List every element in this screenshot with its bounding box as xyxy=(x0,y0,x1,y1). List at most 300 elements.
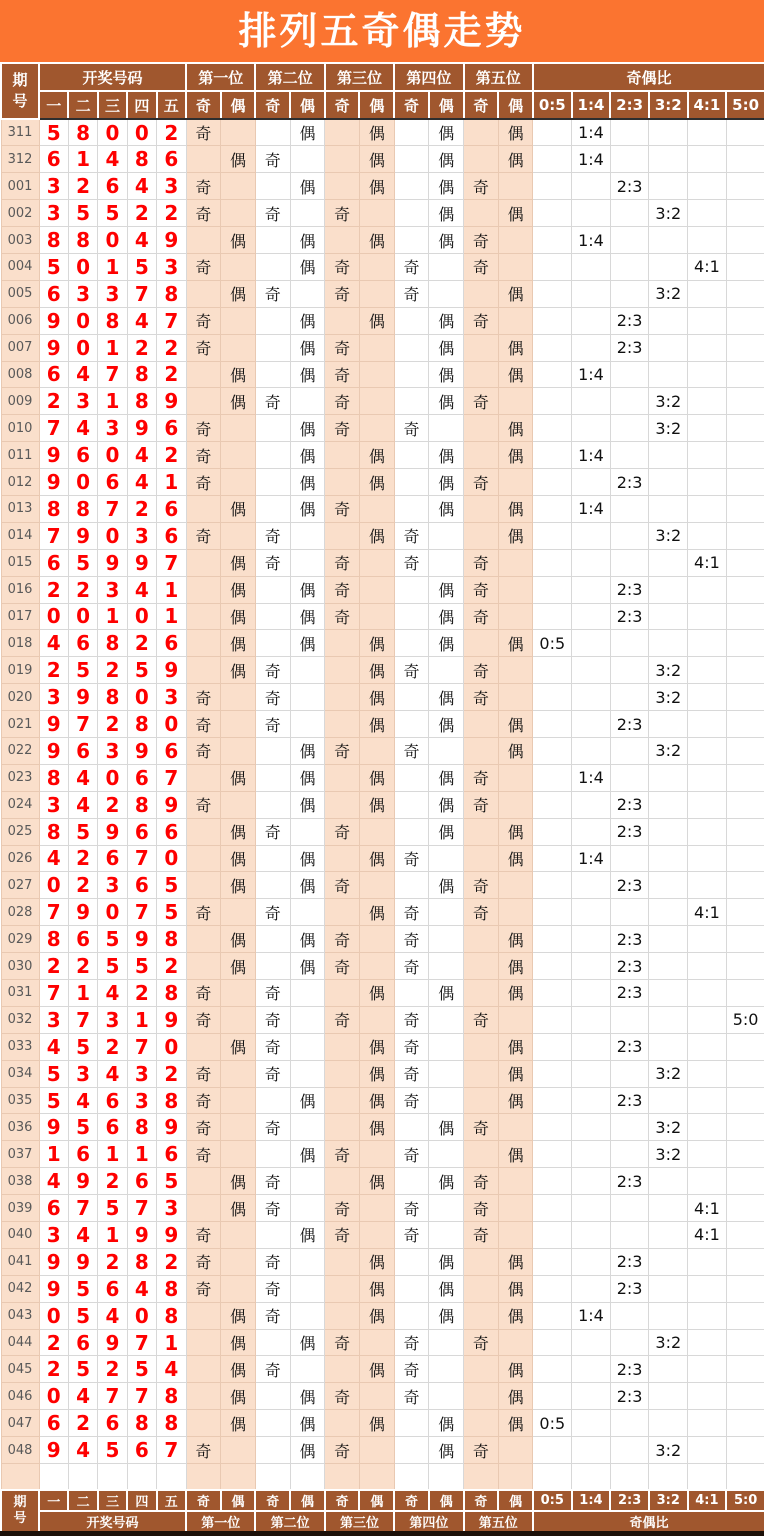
digit-cell: 8 xyxy=(157,1410,186,1437)
digit-cell: 0 xyxy=(39,1302,68,1329)
footer-position-2: 第二位 xyxy=(255,1511,324,1534)
parity-odd-cell xyxy=(186,1329,221,1356)
parity-even-cell xyxy=(290,1006,325,1033)
parity-odd-cell xyxy=(464,953,499,980)
period-cell: 002 xyxy=(1,200,39,227)
parity-even-cell: 偶 xyxy=(221,926,256,953)
parity-even-cell xyxy=(429,280,464,307)
parity-odd-cell xyxy=(186,603,221,630)
digit-cell: 8 xyxy=(127,1248,156,1275)
ratio-cell xyxy=(610,630,649,657)
parity-odd-cell xyxy=(325,657,360,684)
ratio-cell xyxy=(688,361,727,388)
table-row xyxy=(1,1033,764,1060)
digit-cell: 7 xyxy=(68,1006,97,1033)
digit-cell: 8 xyxy=(127,361,156,388)
digit-cell: 0 xyxy=(39,603,68,630)
digit-cell: 0 xyxy=(127,684,156,711)
parity-odd-cell: 奇 xyxy=(394,1383,429,1410)
ratio-cell xyxy=(572,280,611,307)
parity-even-cell xyxy=(498,1195,533,1222)
digit-cell: 6 xyxy=(68,926,97,953)
ratio-cell xyxy=(688,576,727,603)
digit-cell: 7 xyxy=(39,522,68,549)
digit-cell: 6 xyxy=(98,1275,127,1302)
ratio-cell xyxy=(572,1114,611,1141)
parity-odd-cell xyxy=(186,1033,221,1060)
parity-even-cell: 偶 xyxy=(359,1087,394,1114)
header-even-col-2: 偶 xyxy=(290,91,325,119)
digit-cell: 7 xyxy=(68,711,97,738)
period-cell: 017 xyxy=(1,603,39,630)
parity-even-cell: 偶 xyxy=(221,361,256,388)
digit-cell: 2 xyxy=(39,388,68,415)
parity-even-cell xyxy=(359,1329,394,1356)
ratio-cell: 2:3 xyxy=(610,576,649,603)
parity-odd-cell: 奇 xyxy=(325,334,360,361)
parity-odd-cell xyxy=(186,146,221,173)
parity-even-cell xyxy=(359,737,394,764)
parity-even-cell xyxy=(221,1141,256,1168)
table-row xyxy=(1,1356,764,1383)
digit-cell: 5 xyxy=(98,200,127,227)
parity-even-cell: 偶 xyxy=(359,711,394,738)
parity-odd-cell xyxy=(464,334,499,361)
ratio-cell xyxy=(533,872,572,899)
parity-odd-cell: 奇 xyxy=(394,1222,429,1249)
parity-odd-cell: 奇 xyxy=(394,1033,429,1060)
parity-odd-cell xyxy=(255,119,290,146)
ratio-cell xyxy=(688,980,727,1007)
digit-cell: 6 xyxy=(68,630,97,657)
ratio-cell xyxy=(688,1168,727,1195)
parity-even-cell: 偶 xyxy=(359,1248,394,1275)
ratio-cell xyxy=(726,1087,764,1114)
digit-cell: 5 xyxy=(157,872,186,899)
parity-even-cell xyxy=(221,711,256,738)
parity-odd-cell: 奇 xyxy=(186,711,221,738)
digit-cell: 9 xyxy=(39,1248,68,1275)
ratio-cell xyxy=(533,1033,572,1060)
digit-cell: 9 xyxy=(68,1168,97,1195)
parity-even-cell: 偶 xyxy=(498,1033,533,1060)
ratio-cell: 2:3 xyxy=(610,1033,649,1060)
parity-odd-cell: 奇 xyxy=(325,361,360,388)
ratio-cell xyxy=(726,1356,764,1383)
parity-odd-cell xyxy=(186,280,221,307)
parity-odd-cell xyxy=(394,603,429,630)
parity-odd-cell xyxy=(464,1141,499,1168)
parity-even-cell xyxy=(290,1275,325,1302)
digit-cell: 9 xyxy=(68,899,97,926)
period-cell: 036 xyxy=(1,1114,39,1141)
parity-even-cell: 偶 xyxy=(359,764,394,791)
footer-even-col-5: 偶 xyxy=(498,1490,533,1511)
parity-odd-cell: 奇 xyxy=(325,926,360,953)
parity-even-cell xyxy=(498,1006,533,1033)
parity-even-cell: 偶 xyxy=(498,818,533,845)
digit-cell: 7 xyxy=(157,764,186,791)
parity-even-cell: 偶 xyxy=(290,576,325,603)
ratio-cell xyxy=(572,1410,611,1437)
parity-even-cell: 偶 xyxy=(498,1141,533,1168)
parity-even-cell xyxy=(221,1087,256,1114)
ratio-cell xyxy=(688,280,727,307)
period-cell: 015 xyxy=(1,549,39,576)
table-row xyxy=(1,1222,764,1249)
parity-odd-cell xyxy=(186,549,221,576)
digit-cell: 9 xyxy=(39,307,68,334)
ratio-cell xyxy=(533,334,572,361)
parity-odd-cell xyxy=(464,361,499,388)
parity-even-cell xyxy=(221,1222,256,1249)
digit-cell: 2 xyxy=(68,576,97,603)
table-row xyxy=(1,253,764,280)
header-ratio-col-4: 3:2 xyxy=(649,91,688,119)
digit-cell: 7 xyxy=(127,1383,156,1410)
digit-cell: 9 xyxy=(39,334,68,361)
digit-cell: 3 xyxy=(157,684,186,711)
ratio-cell xyxy=(726,361,764,388)
ratio-cell xyxy=(572,1006,611,1033)
parity-even-cell: 偶 xyxy=(221,603,256,630)
digit-cell: 1 xyxy=(98,253,127,280)
parity-even-cell: 偶 xyxy=(290,737,325,764)
parity-odd-cell xyxy=(325,1114,360,1141)
parity-odd-cell: 奇 xyxy=(186,415,221,442)
digit-cell: 7 xyxy=(127,899,156,926)
ratio-cell xyxy=(649,442,688,469)
digit-cell: 4 xyxy=(127,576,156,603)
digit-cell: 6 xyxy=(157,630,186,657)
parity-even-cell: 偶 xyxy=(498,980,533,1007)
parity-odd-cell xyxy=(255,926,290,953)
ratio-cell xyxy=(688,1302,727,1329)
digit-cell: 4 xyxy=(39,1033,68,1060)
ratio-cell xyxy=(610,1060,649,1087)
parity-even-cell: 偶 xyxy=(221,388,256,415)
ratio-cell: 2:3 xyxy=(610,469,649,496)
parity-odd-cell xyxy=(255,227,290,254)
ratio-cell xyxy=(649,845,688,872)
parity-even-cell: 偶 xyxy=(221,1302,256,1329)
parity-even-cell: 偶 xyxy=(359,791,394,818)
ratio-cell xyxy=(649,1383,688,1410)
digit-cell: 4 xyxy=(98,1302,127,1329)
digit-cell: 0 xyxy=(98,227,127,254)
parity-even-cell: 偶 xyxy=(290,1437,325,1464)
table-row xyxy=(1,737,764,764)
digit-cell: 0 xyxy=(68,469,97,496)
parity-odd-cell: 奇 xyxy=(186,1275,221,1302)
ratio-cell: 5:0 xyxy=(726,1006,764,1033)
footer-ratio-col-3: 2:3 xyxy=(610,1490,649,1511)
ratio-cell: 3:2 xyxy=(649,1060,688,1087)
parity-even-cell: 偶 xyxy=(290,630,325,657)
footer-odd-col-2: 奇 xyxy=(255,1490,290,1511)
ratio-cell xyxy=(688,1087,727,1114)
header-odd-col-5: 奇 xyxy=(464,91,499,119)
ratio-cell xyxy=(610,1329,649,1356)
parity-odd-cell: 奇 xyxy=(464,227,499,254)
ratio-cell xyxy=(726,1329,764,1356)
parity-odd-cell: 奇 xyxy=(186,522,221,549)
table-row xyxy=(1,1329,764,1356)
footer-digit-col-2: 二 xyxy=(68,1490,97,1511)
parity-even-cell: 偶 xyxy=(221,953,256,980)
parity-odd-cell xyxy=(186,953,221,980)
parity-even-cell: 偶 xyxy=(429,818,464,845)
parity-even-cell: 偶 xyxy=(290,307,325,334)
digit-cell: 3 xyxy=(98,737,127,764)
table-row xyxy=(1,469,764,496)
parity-odd-cell: 奇 xyxy=(186,1437,221,1464)
parity-odd-cell: 奇 xyxy=(464,576,499,603)
digit-cell xyxy=(98,1464,127,1491)
table-row xyxy=(1,334,764,361)
ratio-cell xyxy=(688,173,727,200)
parity-even-cell: 偶 xyxy=(359,469,394,496)
digit-cell xyxy=(39,1464,68,1491)
parity-even-cell: 偶 xyxy=(221,1329,256,1356)
parity-even-cell: 偶 xyxy=(429,603,464,630)
ratio-cell xyxy=(533,361,572,388)
parity-odd-cell: 奇 xyxy=(255,200,290,227)
ratio-cell xyxy=(572,1437,611,1464)
ratio-cell: 2:3 xyxy=(610,711,649,738)
ratio-cell: 2:3 xyxy=(610,980,649,1007)
ratio-cell xyxy=(726,1383,764,1410)
digit-cell: 2 xyxy=(157,953,186,980)
ratio-cell xyxy=(533,388,572,415)
parity-odd-cell xyxy=(186,818,221,845)
ratio-cell xyxy=(688,1275,727,1302)
digit-cell: 0 xyxy=(98,764,127,791)
parity-even-cell: 偶 xyxy=(429,469,464,496)
digit-cell: 5 xyxy=(68,657,97,684)
digit-cell: 0 xyxy=(157,845,186,872)
parity-even-cell xyxy=(221,253,256,280)
ratio-cell xyxy=(726,899,764,926)
parity-odd-cell xyxy=(394,711,429,738)
parity-odd-cell: 奇 xyxy=(325,1437,360,1464)
parity-odd-cell xyxy=(186,1383,221,1410)
parity-even-cell: 偶 xyxy=(359,1168,394,1195)
parity-odd-cell xyxy=(255,1410,290,1437)
parity-even-cell: 偶 xyxy=(359,119,394,146)
ratio-cell: 3:2 xyxy=(649,1114,688,1141)
digit-cell: 3 xyxy=(39,791,68,818)
ratio-cell xyxy=(533,1302,572,1329)
ratio-cell: 2:3 xyxy=(610,1275,649,1302)
parity-odd-cell xyxy=(394,1168,429,1195)
digit-cell: 2 xyxy=(39,657,68,684)
ratio-cell: 3:2 xyxy=(649,1329,688,1356)
ratio-cell xyxy=(572,630,611,657)
table-row xyxy=(1,1006,764,1033)
ratio-cell xyxy=(572,307,611,334)
ratio-cell xyxy=(726,522,764,549)
parity-odd-cell: 奇 xyxy=(325,818,360,845)
header-row-subcols xyxy=(1,91,764,119)
parity-odd-cell xyxy=(255,872,290,899)
ratio-cell xyxy=(649,818,688,845)
parity-even-cell xyxy=(221,334,256,361)
digit-cell: 0 xyxy=(68,334,97,361)
parity-even-cell xyxy=(290,711,325,738)
parity-even-cell xyxy=(359,361,394,388)
parity-odd-cell: 奇 xyxy=(186,899,221,926)
digit-cell: 4 xyxy=(127,173,156,200)
parity-odd-cell: 奇 xyxy=(255,1356,290,1383)
parity-odd-cell xyxy=(255,1141,290,1168)
parity-even-cell xyxy=(429,253,464,280)
ratio-cell xyxy=(726,737,764,764)
parity-even-cell xyxy=(429,1329,464,1356)
digit-cell: 3 xyxy=(98,415,127,442)
parity-even-cell xyxy=(359,1006,394,1033)
parity-even-cell xyxy=(429,1087,464,1114)
table-row xyxy=(1,1087,764,1114)
ratio-cell xyxy=(649,495,688,522)
digit-cell: 9 xyxy=(157,1114,186,1141)
parity-odd-cell: 奇 xyxy=(186,1141,221,1168)
ratio-cell xyxy=(649,549,688,576)
parity-odd-cell: 奇 xyxy=(464,1329,499,1356)
ratio-cell xyxy=(533,764,572,791)
ratio-cell xyxy=(610,361,649,388)
parity-odd-cell xyxy=(464,1275,499,1302)
ratio-cell xyxy=(726,1248,764,1275)
digit-cell: 6 xyxy=(98,469,127,496)
parity-odd-cell: 奇 xyxy=(464,253,499,280)
parity-even-cell xyxy=(359,280,394,307)
period-cell: 028 xyxy=(1,899,39,926)
ratio-cell: 4:1 xyxy=(688,253,727,280)
parity-even-cell xyxy=(221,469,256,496)
parity-even-cell: 偶 xyxy=(290,227,325,254)
parity-odd-cell: 奇 xyxy=(464,388,499,415)
digit-cell: 6 xyxy=(157,522,186,549)
parity-odd-cell xyxy=(394,1437,429,1464)
parity-even-cell: 偶 xyxy=(498,737,533,764)
digit-cell: 0 xyxy=(98,119,127,146)
parity-even-cell: 偶 xyxy=(290,1087,325,1114)
parity-odd-cell xyxy=(325,1248,360,1275)
ratio-cell xyxy=(533,1275,572,1302)
table-row xyxy=(1,603,764,630)
parity-odd-cell: 奇 xyxy=(464,791,499,818)
ratio-cell: 2:3 xyxy=(610,1087,649,1114)
ratio-cell: 1:4 xyxy=(572,1302,611,1329)
ratio-cell xyxy=(726,791,764,818)
header-numbers-group: 开奖号码 xyxy=(39,63,186,91)
ratio-cell: 2:3 xyxy=(610,872,649,899)
digit-cell: 2 xyxy=(157,200,186,227)
digit-cell: 8 xyxy=(127,146,156,173)
ratio-cell xyxy=(649,227,688,254)
ratio-cell xyxy=(533,576,572,603)
ratio-cell xyxy=(572,1141,611,1168)
parity-odd-cell xyxy=(186,845,221,872)
parity-odd-cell: 奇 xyxy=(325,1195,360,1222)
footer-even-col-1: 偶 xyxy=(221,1490,256,1511)
digit-cell: 0 xyxy=(39,1383,68,1410)
period-cell: 034 xyxy=(1,1060,39,1087)
parity-even-cell xyxy=(290,1195,325,1222)
header-ratio-col-6: 5:0 xyxy=(726,91,764,119)
footer-even-col-3: 偶 xyxy=(359,1490,394,1511)
table-row xyxy=(1,415,764,442)
ratio-cell: 2:3 xyxy=(610,1356,649,1383)
period-cell: 011 xyxy=(1,442,39,469)
header-even-col-1: 偶 xyxy=(221,91,256,119)
ratio-cell xyxy=(726,119,764,146)
parity-even-cell xyxy=(221,1464,256,1491)
parity-even-cell xyxy=(221,1275,256,1302)
ratio-cell xyxy=(649,1410,688,1437)
parity-even-cell: 偶 xyxy=(290,442,325,469)
parity-even-cell xyxy=(221,1060,256,1087)
digit-cell: 9 xyxy=(127,549,156,576)
parity-odd-cell: 奇 xyxy=(255,146,290,173)
ratio-cell xyxy=(726,603,764,630)
parity-even-cell: 偶 xyxy=(498,926,533,953)
ratio-cell xyxy=(726,1168,764,1195)
period-cell: 009 xyxy=(1,388,39,415)
digit-cell: 1 xyxy=(98,603,127,630)
parity-even-cell xyxy=(290,388,325,415)
ratio-cell xyxy=(688,657,727,684)
parity-odd-cell xyxy=(255,764,290,791)
parity-even-cell xyxy=(221,980,256,1007)
parity-odd-cell: 奇 xyxy=(394,1060,429,1087)
parity-even-cell xyxy=(221,442,256,469)
digit-cell: 8 xyxy=(127,791,156,818)
header-odd-col-4: 奇 xyxy=(394,91,429,119)
ratio-cell xyxy=(533,549,572,576)
ratio-cell xyxy=(610,1302,649,1329)
ratio-cell xyxy=(688,1060,727,1087)
digit-cell: 8 xyxy=(157,1275,186,1302)
digit-cell: 6 xyxy=(127,1168,156,1195)
digit-cell: 9 xyxy=(127,415,156,442)
ratio-cell: 3:2 xyxy=(649,280,688,307)
parity-even-cell: 偶 xyxy=(290,872,325,899)
period-cell: 026 xyxy=(1,845,39,872)
ratio-cell xyxy=(533,1087,572,1114)
parity-even-cell xyxy=(429,953,464,980)
parity-odd-cell: 奇 xyxy=(255,1006,290,1033)
table-row xyxy=(1,1302,764,1329)
parity-even-cell: 偶 xyxy=(290,119,325,146)
digit-cell: 1 xyxy=(98,1141,127,1168)
period-cell: 039 xyxy=(1,1195,39,1222)
digit-cell: 9 xyxy=(39,442,68,469)
digit-cell: 2 xyxy=(98,1356,127,1383)
table-row xyxy=(1,1168,764,1195)
ratio-cell xyxy=(572,980,611,1007)
parity-odd-cell xyxy=(464,146,499,173)
ratio-cell xyxy=(649,980,688,1007)
table-row xyxy=(1,630,764,657)
header-ratio-col-3: 2:3 xyxy=(610,91,649,119)
digit-cell: 1 xyxy=(98,388,127,415)
parity-even-cell xyxy=(429,1006,464,1033)
digit-cell xyxy=(157,1464,186,1491)
digit-cell: 3 xyxy=(68,388,97,415)
digit-cell: 2 xyxy=(127,980,156,1007)
